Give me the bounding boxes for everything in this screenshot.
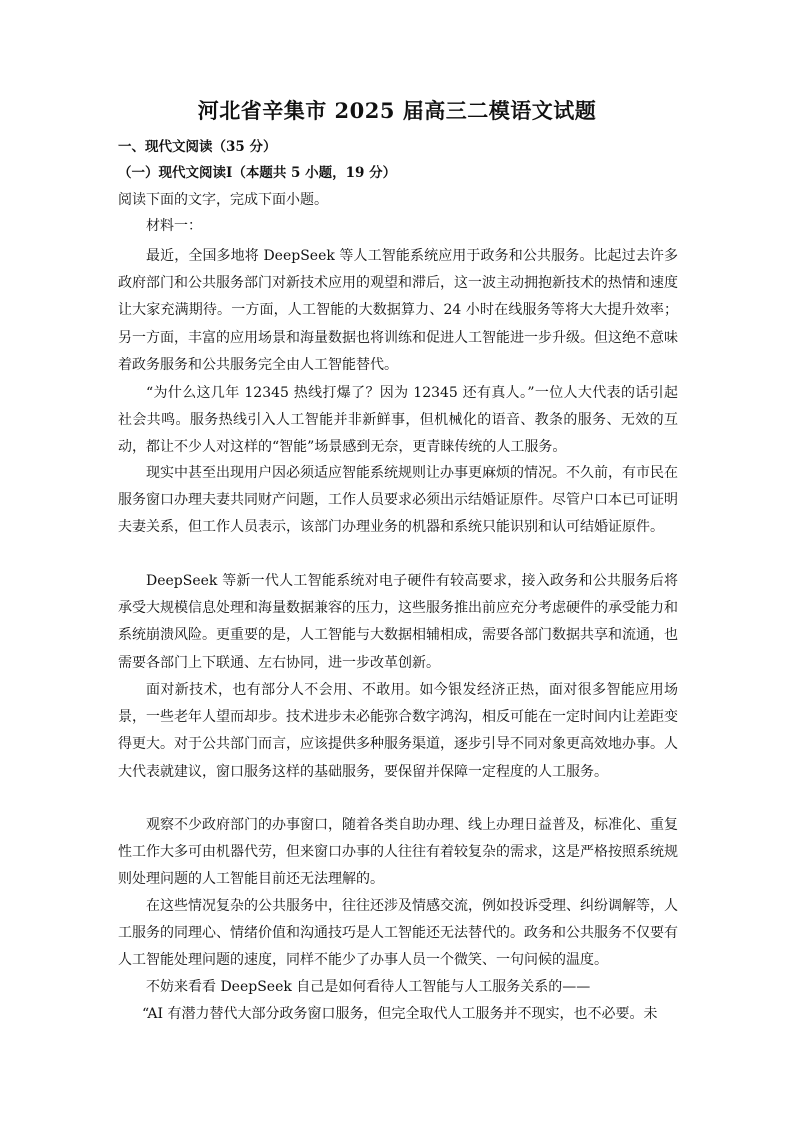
section-heading: 一、现代文阅读（35 分） xyxy=(118,139,277,155)
material-label: 材料一： xyxy=(146,218,202,234)
paragraph-3: 现实中甚至出现用户因必须适应智能系统规则让办事更麻烦的情况。不久前，有市民在服务窗口办理夫妻共同财产问题，工作人员要求必须出示结婚证原件。尽管户口本已可证明夫妻关系，但工作人员表示，该部门办理业务的机器和系统只能识别和认可结婚证原件。 xyxy=(118,465,678,536)
reading-instruction: 阅读下面的文字，完成下面小题。 xyxy=(118,192,328,208)
paragraph-2: “为什么这几年 12345 热线打爆了？因为 12345 还有真人。”一位人大代表的话引起社会共鸣。服务热线引入人工智能并非新鲜事，但机械化的语音、教条的服务、无效的互动，都让不少人对这样的“智能”场景感到无奈，更青睐传统的人工服务。 xyxy=(118,385,678,456)
paragraph-8: 不妨来看看 DeepSeek 自己是如何看待人工智能与人工服务关系的—— xyxy=(146,979,591,995)
paragraph-6: 观察不少政府部门的办事窗口，随着各类自助办理、线上办理日益普及，标准化、重复性工作大多可由机器代劳，但来窗口办事的人往往有着较复杂的需求，这是严格按照系统规则处理问题的人工智能目前还无法理解的。 xyxy=(118,817,678,888)
paragraph-1: 最近，全国多地将 DeepSeek 等人工智能系统应用于政务和公共服务。比起过去许多政府部门和公共服务部门对新技术应用的观望和滞后，这一波主动拥抱新技术的热情和速度让大家充满期待。一方面，人工智能的大数据算力、24 小时在线服务等将大大提升效率；另一方面，丰富的应用场景和海量数据也将训练和促进人工智能进一步升级。但这绝不意味着政务服务和公共服务完全由人工智能替代。 xyxy=(118,248,678,373)
subsection-heading: （一）现代文阅读Ⅰ（本题共 5 小题，19 分） xyxy=(118,165,397,181)
paragraph-4: DeepSeek 等新一代人工智能系统对电子硬件有较高要求，接入政务和公共服务后将承受大规模信息处理和海量数据兼容的压力，这些服务推出前应充分考虑硬件的承受能力和系统崩溃风险。更重要的是，人工智能与大数据相辅相成，需要各部门数据共享和流通，也需要各部门上下联通、左右协同，进一步改革创新。 xyxy=(118,573,678,671)
document-title: 河北省辛集市 2025 届高三二模语文试题 xyxy=(197,98,597,123)
paragraph-9: “AI 有潜力替代大部分政务窗口服务，但完全取代人工服务并不现实，也不必要。未 xyxy=(142,1006,658,1022)
paragraph-5: 面对新技术，也有部分人不会用、不敢用。如今银发经济正热，面对很多智能应用场景，一些老年人望而却步。技术进步未必能弥合数字鸿沟，相反可能在一定时间内让差距变得更大。对于公共部门而言，应该提供多种服务渠道，逐步引导不同对象更高效地办事。人大代表就建议，窗口服务这样的基础服务，要保留并保障一定程度的人工服务。 xyxy=(118,682,678,780)
paragraph-7: 在这些情况复杂的公共服务中，往往还涉及情感交流，例如投诉受理、纠纷调解等，人工服务的同理心、情绪价值和沟通技巧是人工智能还无法替代的。政务和公共服务不仅要有人工智能处理问题的速度，同样不能少了办事人员一个微笑、一句问候的温度。 xyxy=(118,898,678,969)
